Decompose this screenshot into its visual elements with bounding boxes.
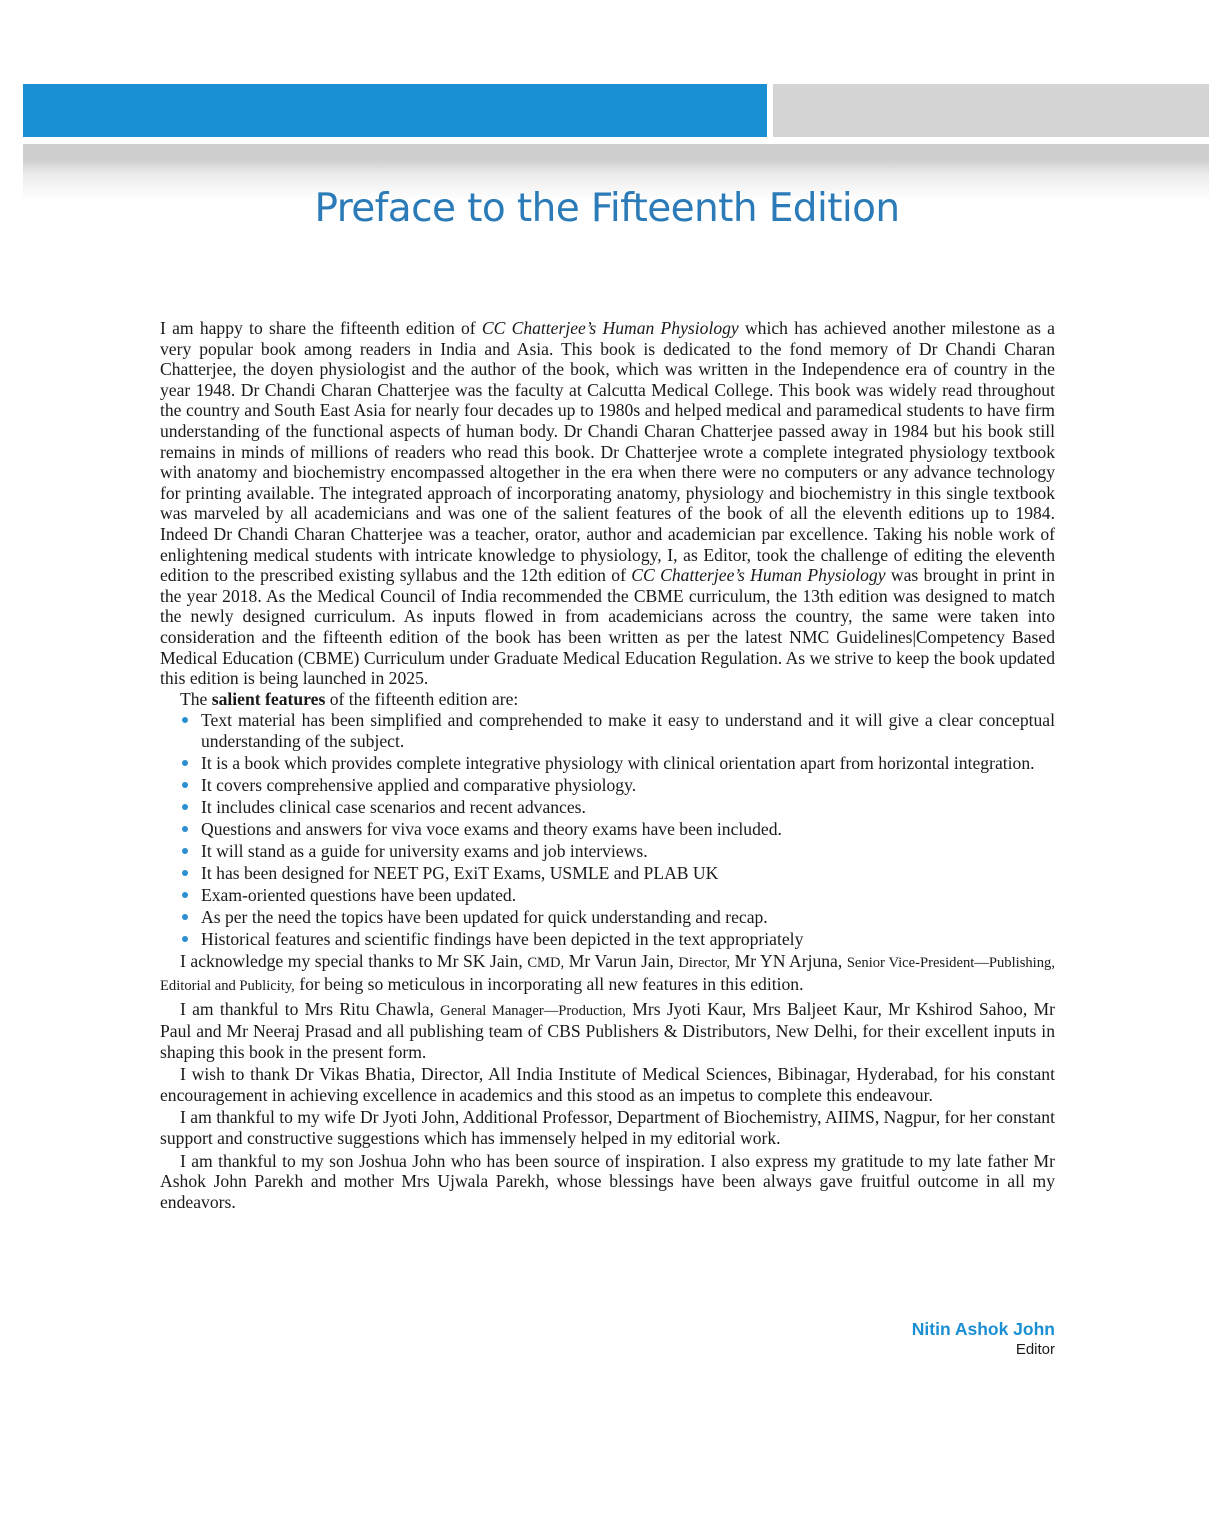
ack-text: for being so meticulous in incorporating all new features in this edition. bbox=[294, 973, 804, 994]
list-item-text: Questions and answers for viva voce exams and theory exams have been included. bbox=[201, 818, 782, 839]
list-item bbox=[160, 841, 1055, 862]
page-title: Preface to the Fifteenth Edition bbox=[314, 186, 900, 231]
acknowledgement-paragraph bbox=[160, 951, 1055, 996]
ack-text: Mr YN Arjuna, bbox=[730, 951, 847, 972]
list-item bbox=[160, 797, 1055, 818]
bullet-icon bbox=[182, 848, 188, 854]
lead-text: of the fifteenth edition are: bbox=[325, 688, 519, 709]
list-item-text: Historical features and scientific findings have been depicted in the text appropriately bbox=[201, 928, 804, 949]
list-item-text: It covers comprehensive applied and comparative physiology. bbox=[201, 774, 637, 795]
list-item-text: Text material has been simplified and comprehended to make it easy to understand and it will give a clear conceptual understanding of the subject. bbox=[201, 710, 1055, 751]
header-grey-band bbox=[773, 84, 1209, 137]
book-title: CC Chatterjee’s Human Physiology bbox=[631, 565, 886, 586]
list-item-text: It is a book which provides complete integrative physiology with clinical orientation apart from horizontal integration. bbox=[201, 752, 1035, 773]
ack-designation: Senior Vice-President—Publishing, Editorial and Publicity, bbox=[160, 955, 1055, 994]
list-item-text: As per the need the topics have been updated for quick understanding and recap. bbox=[201, 906, 768, 927]
bullet-icon bbox=[182, 914, 188, 920]
list-item bbox=[160, 753, 1055, 774]
intro-text-end: was brought in print in the year 2018. As the Medical Council of India recommended the CBME curriculum, the 13th edition was designed to match the newly designed curriculum. As inputs flowed in from academicians across the country, the same were taken into consideration and the fifteenth edition of the book has been written as per the latest NMC Guidelines|Competency Based Medical Education (CBME) Curriculum under Graduate Medical Education Regulation. As we strive to keep the book updated this edition is being launched in 2025. bbox=[160, 565, 1055, 689]
ack-text: I am thankful to Mrs Ritu Chawla, bbox=[180, 998, 441, 1019]
list-item bbox=[160, 775, 1055, 796]
features-list bbox=[160, 710, 1055, 949]
list-item bbox=[160, 907, 1055, 928]
list-item bbox=[160, 885, 1055, 906]
bullet-icon bbox=[182, 804, 188, 810]
bullet-icon bbox=[182, 782, 188, 788]
lead-text: The bbox=[180, 688, 212, 709]
list-item bbox=[160, 929, 1055, 950]
list-item bbox=[160, 819, 1055, 840]
preface-body bbox=[160, 318, 1055, 1212]
signature-block bbox=[912, 1318, 1055, 1360]
intro-text-middle: which has achieved another milestone as a very popular book among readers in India and Asia. This book is dedicated to the fond memory of Dr Chandi Charan Chatterjee, the doyen physiologist and the author of the book, which was written in the Independence era of country in the year 1948. Dr Chandi Charan Chatterjee was the faculty at Calcutta Medical College. This book was widely read throughout the country and South East Asia for nearly four decades up to 1980s and helped medical and paramedical students to have firm understanding of the functional aspects of human body. Dr Chandi Charan Chatterjee passed away in 1984 but his book still remains in minds of millions of readers who read this book. Dr Chatterjee wrote a complete integrated physiology textbook with anatomy and biochemistry encompassed altogether in the era when there were no computers or any advance technology for printing available. The integrated approach of incorporating anatomy, physiology and biochemistry in this single textbook was marveled by all academicians and was one of the salient features of the book of all the eleventh editions up to 1984. Indeed Dr Chandi Charan Chatterjee was a teacher, orator, author and academician par excellence. Taking his noble work of enlightening medical students with intricate knowledge to physiology, I, as Editor, took the challenge of editing the eleventh edition to the prescribed existing syllabus and the 12th edition of bbox=[160, 318, 1055, 586]
features-lead bbox=[160, 689, 1055, 710]
editor-name: Nitin Ashok John bbox=[911, 1319, 1055, 1339]
bullet-icon bbox=[182, 892, 188, 898]
acknowledgement-paragraph: I wish to thank Dr Vikas Bhatia, Director, All India Institute of Medical Sciences, Bibinagar, Hyderabad, for his constant encouragement in achieving excellence in academics and this stood as an impetus to complete this endeavour. bbox=[160, 1064, 1055, 1105]
intro-text-start: I am happy to share the fifteenth edition of bbox=[160, 318, 482, 338]
header-blue-band bbox=[23, 84, 767, 137]
book-title: CC Chatterjee’s Human Physiology bbox=[481, 318, 739, 338]
ack-text: Mr Varun Jain, bbox=[564, 951, 679, 972]
intro-paragraph bbox=[160, 318, 1055, 689]
ack-text: I acknowledge my special thanks to Mr SK Jain, bbox=[180, 951, 528, 972]
bullet-icon bbox=[182, 936, 188, 942]
editor-role: Editor bbox=[1015, 1341, 1055, 1358]
bullet-icon bbox=[182, 826, 188, 832]
list-item-text: It includes clinical case scenarios and recent advances. bbox=[201, 796, 586, 817]
list-item bbox=[160, 710, 1055, 751]
acknowledgement-paragraph: I am thankful to my wife Dr Jyoti John, Additional Professor, Department of Biochemistry, AIIMS, Nagpur, for her constant support and constructive suggestions which has immensely helped in my editorial work. bbox=[160, 1107, 1055, 1149]
bullet-icon bbox=[182, 717, 188, 723]
lead-bold-text: salient features bbox=[211, 688, 326, 709]
ack-text: Mrs Jyoti Kaur, Mrs Baljeet Kaur, Mr Kshirod Sahoo, Mr Paul and Mr Neeraj Prasad and all publishing team of CBS Publishers & Distributors, New Delhi, for their excellent inputs in shaping this book in the present form. bbox=[160, 998, 1055, 1062]
list-item-text: It has been designed for NEET PG, ExiT Exams, USMLE and PLAB UK bbox=[201, 862, 719, 883]
list-item-text: Exam-oriented questions have been updated. bbox=[201, 884, 517, 905]
ack-designation: General Manager—Production, bbox=[440, 1002, 626, 1019]
ack-designation: CMD, bbox=[527, 955, 565, 972]
acknowledgement-paragraph: I am thankful to my son Joshua John who has been source of inspiration. I also express my gratitude to my late father Mr Ashok John Parekh and mother Mrs Ujwala Parekh, whose blessings have been always gave fruitful outcome in all my endeavors. bbox=[160, 1150, 1055, 1212]
bullet-icon bbox=[182, 870, 188, 876]
bullet-icon bbox=[182, 760, 188, 766]
list-item-text: It will stand as a guide for university exams and job interviews. bbox=[201, 840, 648, 861]
list-item bbox=[160, 863, 1055, 884]
ack-designation: Director, bbox=[678, 955, 731, 972]
acknowledgement-paragraph bbox=[160, 999, 1055, 1063]
